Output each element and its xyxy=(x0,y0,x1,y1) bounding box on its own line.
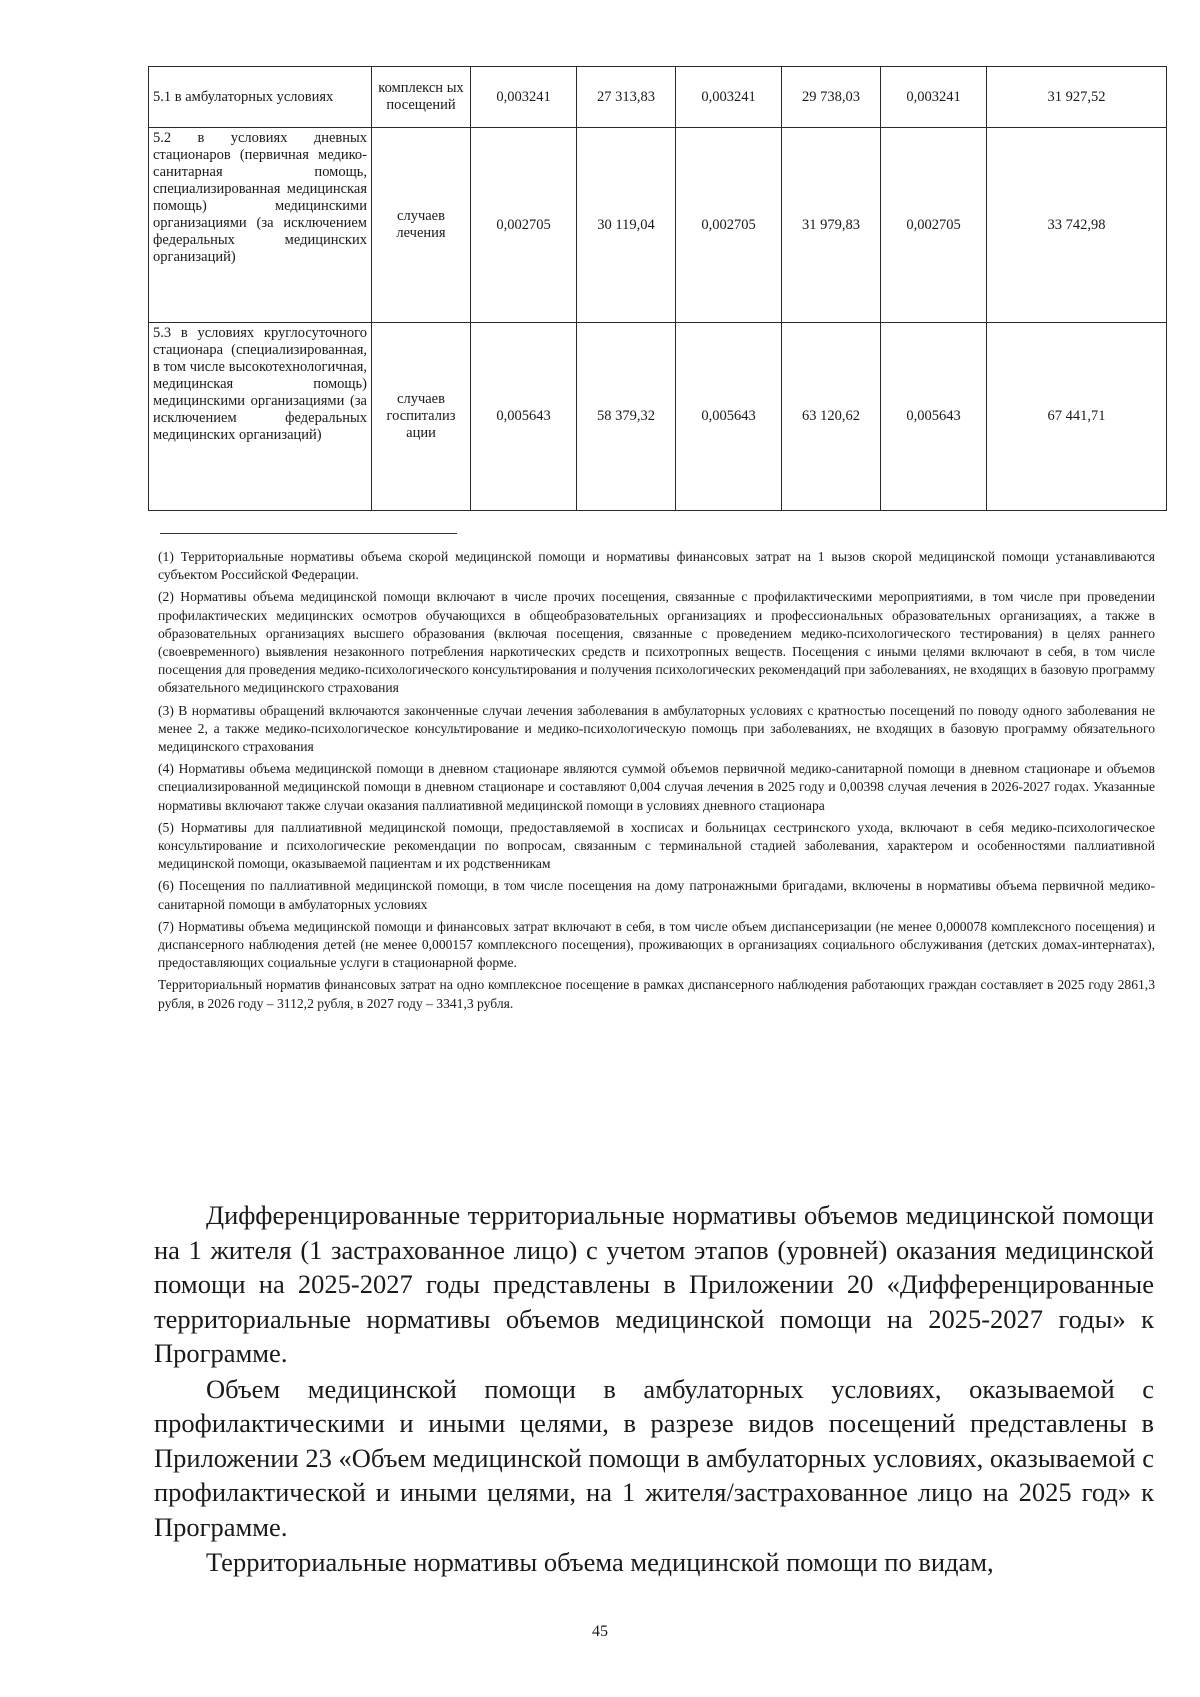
body-text xyxy=(154,1198,1154,1581)
cell-volume-2027: 0,002705 xyxy=(881,128,987,323)
cell-cost-2025: 27 313,83 xyxy=(577,67,676,128)
footnote-note: Территориальный норматив финансовых затрат на одно комплексное посещение в рамках диспансерного наблюдения работающих граждан составляет в 2025 году 2861,3 рубля, в 2026 году – 3112,2 рубля, в 2027 году – 3341,3 рубля. xyxy=(158,977,1155,1011)
page-number: 45 xyxy=(592,1623,608,1640)
footnote-7: (7) Нормативы объема медицинской помощи и финансовых затрат включают в себя, в том числе объем диспансеризации (не менее 0,000078 комплексного посещения) и диспансерного наблюдения детей (не менее 0,000157 комплексного посещения), проживающих в организациях социального обслуживания (детских домах-интернатах), предоставляющих социальные услуги в стационарной форме. xyxy=(158,918,1155,971)
norms-table xyxy=(148,66,1167,511)
footnote-3: (3) В нормативы обращений включаются законченные случаи лечения заболевания в амбулаторных условиях с кратностью посещений по поводу одного заболевания не менее 2, а также медико-психологическое консультирование и медико-психологическую помощь при заболеваниях, не входящих в базовую программу обязательного медицинского страхования xyxy=(158,702,1155,755)
cell-cost-2025: 30 119,04 xyxy=(577,128,676,323)
table-row xyxy=(149,128,1167,323)
cell-volume-2025: 0,003241 xyxy=(471,67,577,128)
cell-cost-2027: 67 441,71 xyxy=(987,323,1167,511)
body-paragraph: Дифференцированные территориальные нормативы объемов медицинской помощи на 1 жителя (1 застрахованное лицо) с учетом этапов (уровней) оказания медицинской помощи на 2025-2027 годы представлены в Приложении 20 «Дифференцированные территориальные нормативы объемов медицинской помощи на 2025-2027 годы» к Программе. xyxy=(154,1200,1154,1368)
cell-volume-2026: 0,002705 xyxy=(676,128,782,323)
cell-cost-2027: 33 742,98 xyxy=(987,128,1167,323)
row-name: 5.1 в амбулаторных условиях xyxy=(149,67,372,128)
cell-volume-2027: 0,003241 xyxy=(881,67,987,128)
footnote-1: (1) Территориальные нормативы объема скорой медицинской помощи и нормативы финансовых затрат на 1 вызов скорой медицинской помощи устанавливаются субъектом Российской Федерации. xyxy=(158,549,1155,583)
cell-cost-2026: 29 738,03 xyxy=(782,67,881,128)
cell-volume-2027: 0,005643 xyxy=(881,323,987,511)
footnote-5: (5) Нормативы для паллиативной медицинской помощи, предоставляемой в хосписах и больницах сестринского ухода, включают в себя медико-психологическое консультирование и психологические рекомендации по вопросам, связанным с терминальной стадией заболевания, характером и особенностями паллиативной медицинской помощи, оказываемой пациентам и их родственникам xyxy=(158,819,1155,872)
cell-cost-2027: 31 927,52 xyxy=(987,67,1167,128)
cell-volume-2026: 0,005643 xyxy=(676,323,782,511)
table-row xyxy=(149,67,1167,128)
row-unit: случаев лечения xyxy=(372,128,471,323)
body-paragraph: Объем медицинской помощи в амбулаторных условиях, оказываемой с профилактическими и иными целями, в разрезе видов посещений представлены в Приложении 23 «Объем медицинской помощи в амбулаторных условиях, оказываемой с профилактической и иными целями, на 1 жителя/застрахованное лицо на 2025 год» к Программе. xyxy=(154,1373,1154,1542)
footnotes xyxy=(158,548,1155,1017)
table-row xyxy=(149,323,1167,511)
row-name: 5.3 в условиях круглосуточного стационара (специализированная, в том числе высокотехнологичная, медицинская помощь) медицинскими организациями (за исключением федеральных медицинских организаций) xyxy=(149,323,372,511)
cell-volume-2025: 0,005643 xyxy=(471,323,577,511)
cell-volume-2026: 0,003241 xyxy=(676,67,782,128)
row-unit: случаев госпитализ ации xyxy=(372,323,471,511)
body-paragraph: Территориальные нормативы объема медицинской помощи по видам, xyxy=(206,1547,994,1577)
footnote-2: (2) Нормативы объема медицинской помощи включают в числе прочих посещения, связанные с профилактическими мероприятиями, в том числе при проведении профилактических медицинских осмотров обучающихся в общеобразовательных организациях и профессиональных образовательных организациях, а также в образовательных организациях высшего образования (включая посещения, связанные с проведением медико-психологического тестирования) в целях раннего (своевременного) выявления незаконного потребления наркотических средств и психотропных веществ. Посещения с иными целями включают в себя, в том числе посещения для проведения медико-психологического консультирования и получения психологических рекомендаций при заболеваниях, не входящих в базовую программу обязательного медицинского страхования xyxy=(158,589,1155,696)
cell-volume-2025: 0,002705 xyxy=(471,128,577,323)
footnote-separator xyxy=(160,533,457,534)
footnote-6: (6) Посещения по паллиативной медицинской помощи, в том числе посещения на дому патронажными бригадами, включены в нормативы объема первичной медико-санитарной помощи в амбулаторных условиях xyxy=(158,878,1155,912)
cell-cost-2026: 31 979,83 xyxy=(782,128,881,323)
cell-cost-2025: 58 379,32 xyxy=(577,323,676,511)
cell-cost-2026: 63 120,62 xyxy=(782,323,881,511)
footnote-4: (4) Нормативы объема медицинской помощи в дневном стационаре являются суммой объемов первичной медико-санитарной помощи в дневном стационаре и объемов специализированной медицинской помощи в дневном стационаре и составляют 0,004 случая лечения в 2025 году и 0,00398 случая лечения в 2026-2027 годах. Указанные нормативы включают также случаи оказания паллиативной медицинской помощи в условиях дневного стационара xyxy=(158,761,1155,813)
row-name: 5.2 в условиях дневных стационаров (первичная медико-санитарная помощь, специализированная медицинская помощь) медицинскими организациями (за исключением федеральных медицинских организаций) xyxy=(149,128,372,323)
row-unit: комплексн ых посещений xyxy=(372,67,471,128)
